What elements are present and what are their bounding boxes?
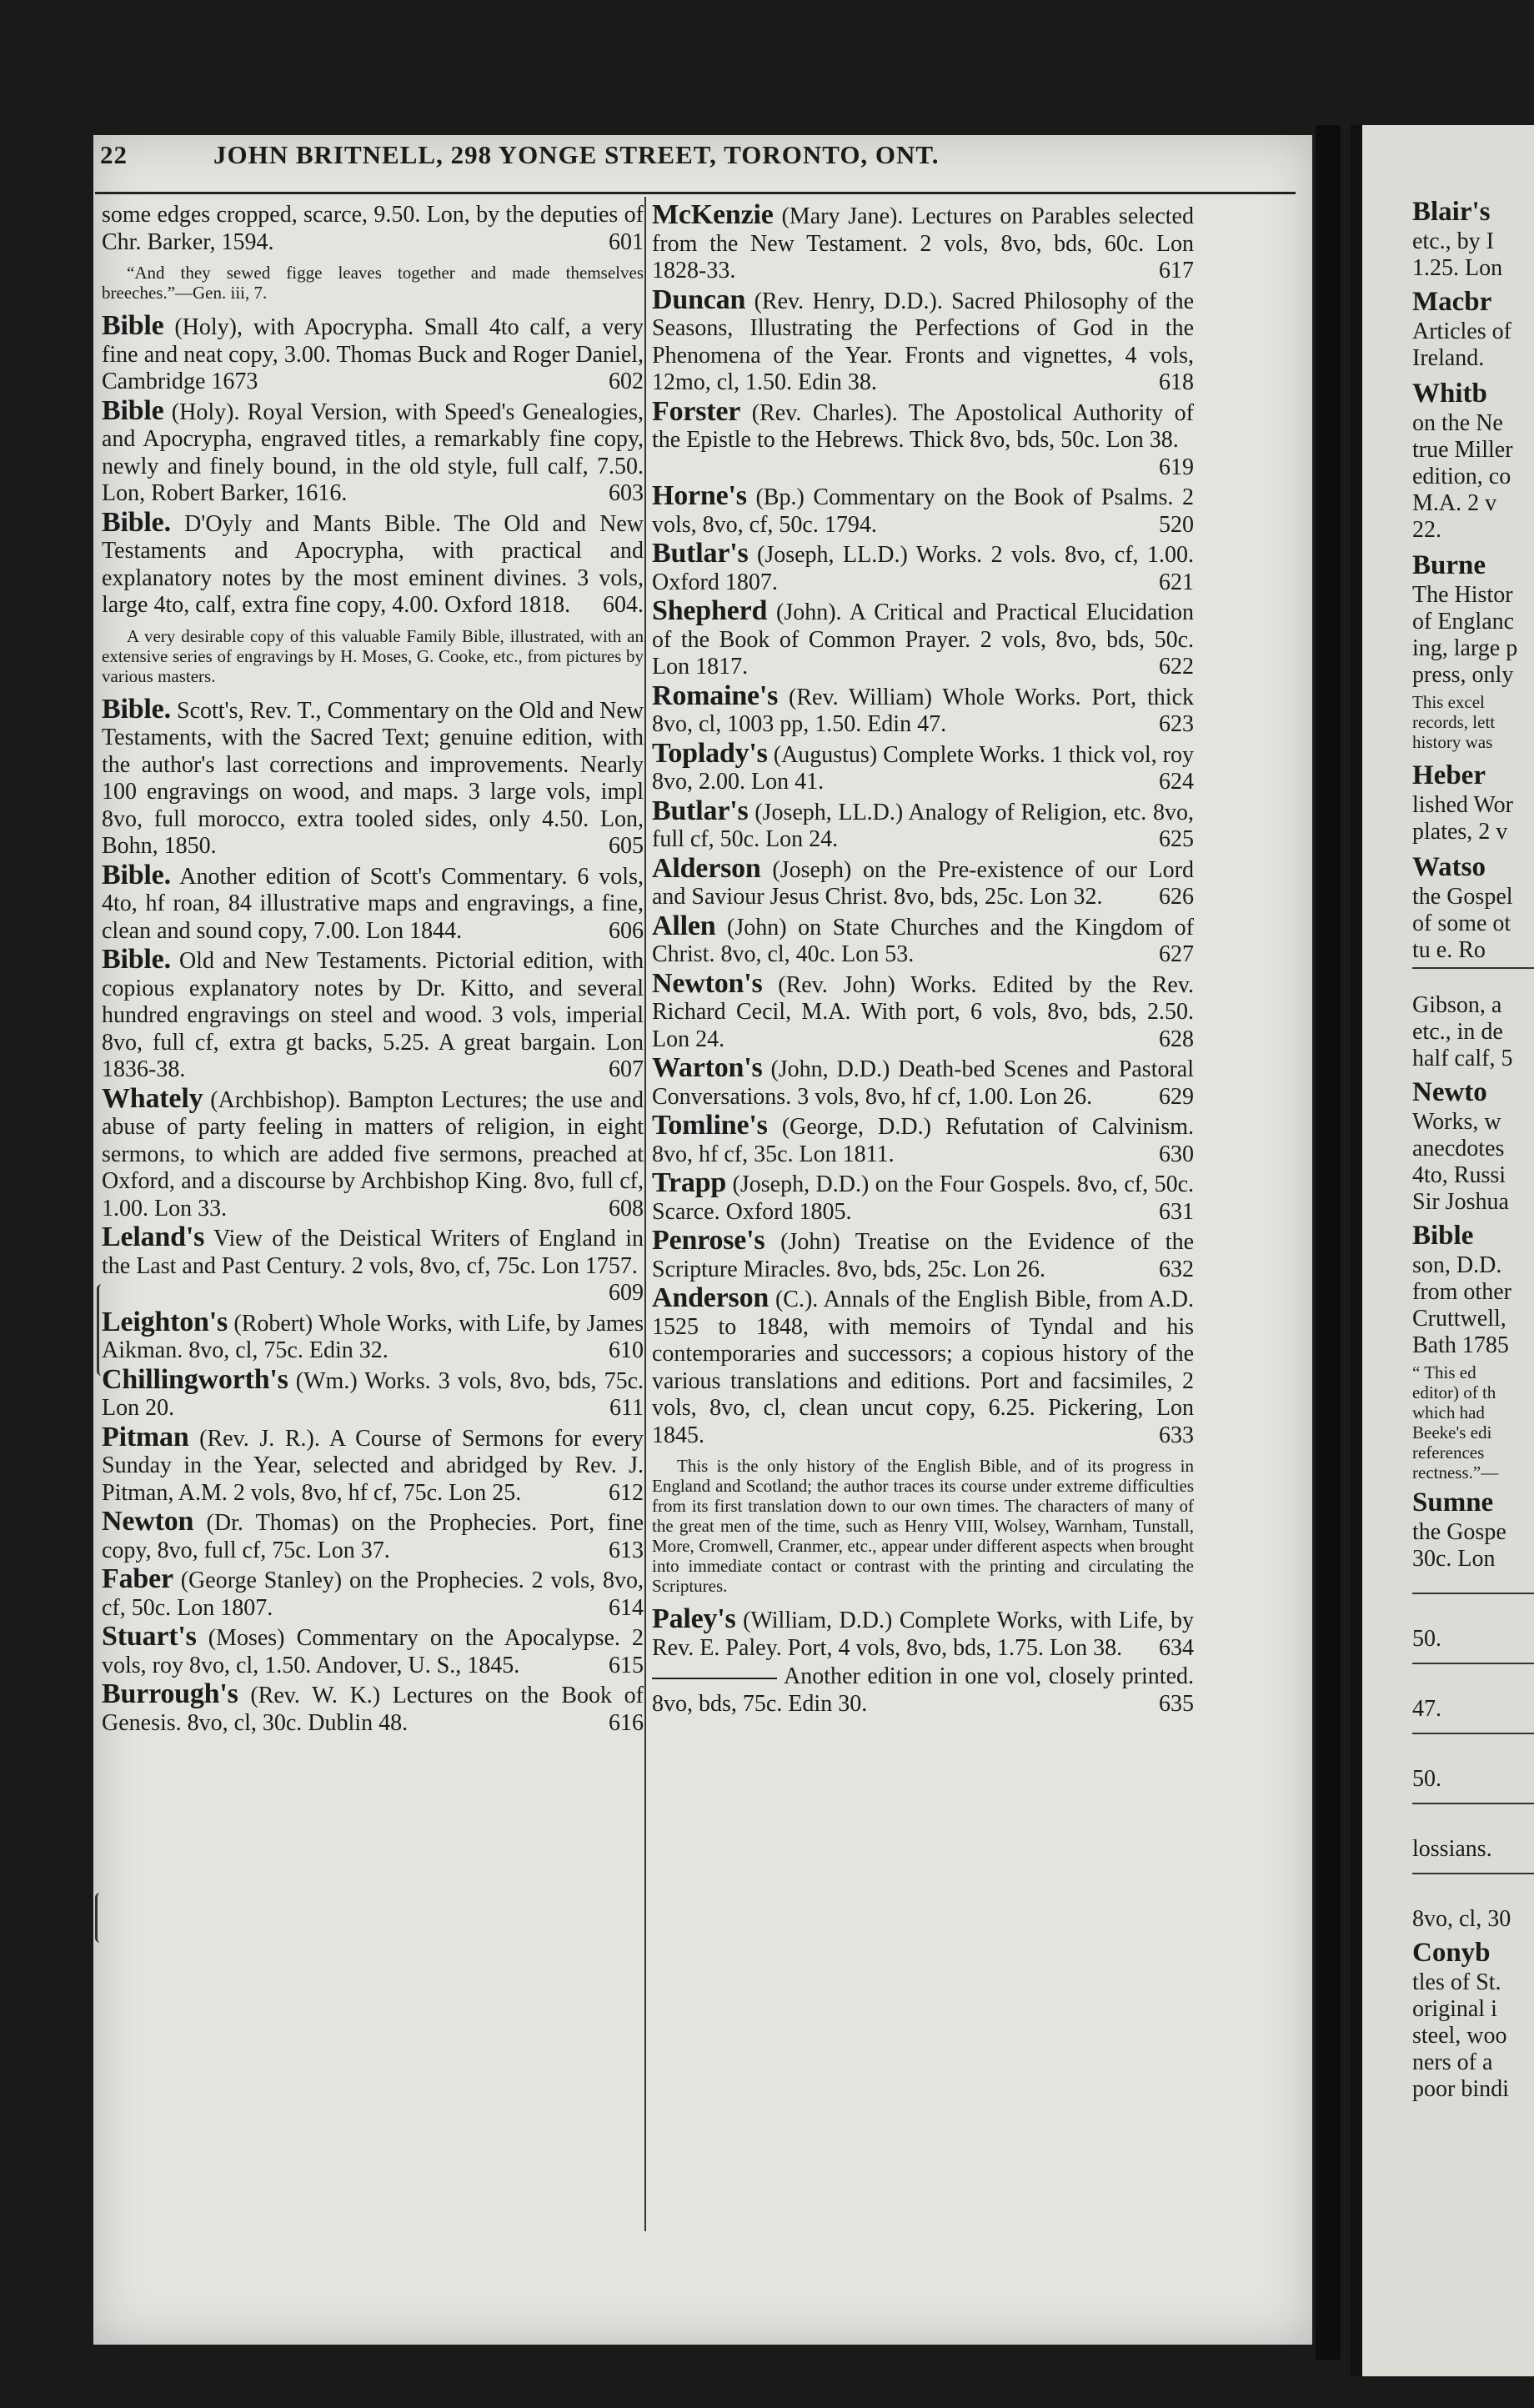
adjacent-page-text: 47.	[1412, 1696, 1441, 1722]
adjacent-page-text: which had	[1412, 1402, 1485, 1422]
adjacent-page-rule	[1412, 1803, 1534, 1804]
entry-author: Allen	[652, 910, 716, 941]
adjacent-page-rule	[1412, 1733, 1534, 1734]
entry-description: (John, D.D.) Death-bed Scenes and Pastoral Conversations. 3 vols, 8vo, hf cf, 1.00. Lon 26.	[652, 1056, 1195, 1110]
entry-author: Horne's	[652, 480, 747, 511]
entry-author: Faber	[102, 1563, 173, 1594]
entry-number: 625	[1159, 826, 1194, 852]
catalogue-entry	[652, 1227, 1194, 1283]
entry-author: Newton	[102, 1506, 194, 1537]
column-divider	[644, 197, 646, 2231]
catalogue-entry	[652, 967, 1195, 1054]
entry-description: (Rev. Charles). The Apostolical Authority of the Epistle to the Hebrews. Thick 8vo, bds, 50c. Lon 38.	[652, 399, 1194, 453]
adjacent-page-rule	[1412, 1663, 1534, 1664]
entry-description: some edges cropped, scarce, 9.50. Lon, by the deputies of Chr. Barker, 1594.	[102, 202, 644, 255]
adjacent-page-text: Macbr	[1412, 287, 1492, 317]
entry-number: 609	[609, 1280, 644, 1306]
adjacent-page-text: records, lett	[1412, 712, 1496, 732]
entry-number: 623	[1159, 711, 1194, 737]
header-rule	[95, 192, 1296, 194]
adjacent-page-text: original i	[1412, 1996, 1497, 2022]
entry-number: 606	[609, 917, 644, 944]
entry-author: Leighton's	[102, 1306, 228, 1337]
entry-description: (John) on State Churches and the Kingdom of Christ. 8vo, cl, 40c. Lon 53.	[652, 914, 1195, 967]
adjacent-page-text: Bible	[1412, 1221, 1474, 1251]
adjacent-page-text: anecdotes	[1412, 1136, 1505, 1161]
entry-description: (George, D.D.) Refutation of Calvinism. 8vo, hf cf, 35c. Lon 1811.	[652, 1114, 1195, 1167]
catalogue-entry	[652, 1112, 1194, 1168]
adjacent-page-text: Cruttwell,	[1412, 1306, 1506, 1332]
adjacent-page-text: 50.	[1412, 1626, 1441, 1652]
entry-author: Romaine's	[652, 680, 779, 711]
adjacent-page-rule	[1412, 1593, 1534, 1594]
entry-description: (Rev. Henry, D.D.). Sacred Philosophy of the Seasons, Illustrating the Perfections of God in the Phenomena of the Year. Fronts and vignettes, 4 vols, 12mo, cl, 1.50. Edin 38.	[652, 288, 1194, 395]
entry-number: 617	[1159, 258, 1194, 283]
catalogue-entry	[652, 680, 1195, 739]
entry-author: Stuart's	[102, 1621, 197, 1652]
entry-number: 608	[609, 1195, 644, 1222]
adjacent-page-text: Articles of	[1412, 319, 1511, 344]
entry-author: Whately	[102, 1082, 203, 1114]
entry-description: (John) Treatise on the Evidence of the Scripture Miracles. 8vo, bds, 25c. Lon 26.	[652, 1229, 1195, 1282]
entry-author: Duncan	[652, 283, 746, 315]
catalogue-entry	[652, 852, 1195, 911]
entry-number: 614	[609, 1594, 644, 1621]
adjacent-page-text: plates, 2 v	[1412, 819, 1508, 845]
entry-number: 602	[609, 369, 644, 394]
entry-description: (Rev. W. K.) Lectures on the Book of Genesis. 8vo, cl, 30c. Dublin 48.	[102, 1683, 644, 1736]
entry-description: (John). A Critical and Practical Elucidation of the Book of Common Prayer. 2 vols, 8vo, bds, 50c. Lon 1817.	[652, 599, 1194, 680]
catalogue-entry	[652, 1167, 1195, 1226]
entry-description: (Holy), with Apocrypha. Small 4to calf, a very fine and neat copy, 3.00. Thomas Buck and Roger Daniel, Cambridge 1673	[102, 314, 644, 394]
entry-description: (William, D.D.) Complete Works, with Life, by Rev. E. Paley. Port, 4 vols, 8vo, bds, 1.75. Lon 38.	[652, 1608, 1194, 1661]
entry-description: (Joseph, LL.D.) Works. 2 vols. 8vo, cf, 1.00. Oxford 1807.	[652, 542, 1195, 595]
catalogue-entry	[102, 1623, 644, 1679]
entry-author: Bible	[102, 310, 164, 341]
entry-description: Another edition of Scott's Commentary. 6 vols, 4to, hf roan, 84 illustrative maps and engravings, a fine, clean and sound copy, 7.00. Lon 1844.	[102, 863, 644, 944]
page-number: 22	[100, 140, 128, 169]
adjacent-page-text: true Miller	[1412, 437, 1513, 463]
page-gutter-shadow	[1316, 125, 1341, 2360]
entry-number: 630	[1159, 1141, 1194, 1167]
entry-number: 633	[1159, 1422, 1194, 1448]
catalogue-entry	[652, 910, 1195, 969]
catalogue-entry	[652, 540, 1194, 596]
entry-number: 628	[1159, 1026, 1194, 1052]
entry-description: (George Stanley) on the Prophecies. 2 vols, 8vo, cf, 50c. Lon 1807.	[102, 1568, 644, 1621]
entry-note: “And they sewed figge leaves together and made themselves breeches.”—Gen. iii, 7.	[102, 263, 644, 303]
adjacent-page-text: 8vo, cl, 30	[1412, 1906, 1511, 1932]
entry-description: (Archbishop). Bampton Lectures; the use and abuse of party feeling in matters of religion, in eight sermons, to which are added five sermons, preached at Oxford, and a discourse by Archbishop King. 8vo, full cf, 1.00. Lon 33.	[102, 1086, 644, 1222]
entry-author: McKenzie	[652, 199, 774, 230]
catalogue-entry	[652, 595, 1194, 681]
adjacent-page-edge	[1351, 125, 1534, 2376]
entry-author: Chillingworth's	[102, 1363, 288, 1395]
adjacent-page-text: lished Wor	[1412, 792, 1513, 818]
catalogue-entry	[652, 283, 1194, 397]
entry-description: (Wm.) Works. 3 vols, 8vo, bds, 75c. Lon 20.	[102, 1367, 644, 1421]
catalogue-entry	[102, 1563, 644, 1622]
adjacent-page-text: M.A. 2 v	[1412, 490, 1497, 516]
adjacent-page-text: Conyb	[1412, 1938, 1491, 1968]
entry-author: Trapp	[652, 1167, 727, 1198]
entry-author: Warton's	[652, 1052, 763, 1083]
adjacent-page-text: Ireland.	[1412, 345, 1485, 371]
entry-author: Shepherd	[652, 595, 768, 626]
adjacent-page-text: of Englanc	[1412, 609, 1515, 635]
adjacent-page-rule	[1412, 1873, 1534, 1874]
entry-description: (Augustus) Complete Works. 1 thick vol, roy 8vo, 2.00. Lon 41.	[652, 741, 1195, 795]
adjacent-page-gutter	[1351, 125, 1362, 2376]
entry-number: 631	[1159, 1198, 1194, 1225]
entry-number: 603	[609, 480, 644, 506]
entry-number: 634	[1159, 1634, 1194, 1661]
adjacent-page-text: Beeke's edi	[1412, 1422, 1492, 1442]
entry-description: (Joseph, D.D.) on the Four Gospels. 8vo, cf, 50c. Scarce. Oxford 1805.	[652, 1171, 1195, 1225]
catalogue-entry	[102, 310, 644, 396]
catalogue-entry	[102, 1082, 644, 1223]
adjacent-page-text: the Gospel	[1412, 884, 1513, 910]
adjacent-page-text: Sir Joshua	[1412, 1189, 1509, 1215]
entry-description: (Mary Jane). Lectures on Parables selected from the New Testament. 2 vols, 8vo, bds, 60c. Lon 1828-33.	[652, 203, 1194, 283]
adjacent-page-text: 30c. Lon	[1412, 1546, 1496, 1572]
entry-description: (Rev. J. R.). A Course of Sermons for every Sunday in the Year, selected and abridged by Rev. J. Pitman, A.M. 2 vols, 8vo, hf cf, 75c. Lon 25.	[102, 1425, 644, 1506]
adjacent-page-text: 4to, Russi	[1412, 1162, 1506, 1188]
entry-author: Anderson	[652, 1282, 770, 1313]
entry-description: (Robert) Whole Works, with Life, by James Aikman. 8vo, cl, 75c. Edin 32.	[102, 1310, 644, 1363]
catalogue-entry	[102, 1678, 644, 1737]
running-head-title: JOHN BRITNELL, 298 YONGE STREET, TORONTO, ONT.	[213, 140, 940, 169]
adjacent-page-text: history was	[1412, 732, 1493, 752]
entry-description: D'Oyly and Mants Bible. The Old and New Testaments and Apocrypha, with practical and explanatory notes by the most eminent divines. 3 vols, large 4to, calf, extra fine copy, 4.00. Oxford 1818.	[102, 510, 644, 618]
entry-number: 611	[609, 1395, 644, 1421]
catalogue-entry	[652, 1052, 1195, 1111]
margin-pencil-mark	[97, 1284, 104, 1376]
catalogue-entry	[102, 859, 644, 946]
entry-author: Bible	[102, 394, 164, 426]
catalogue-entry	[652, 1663, 1194, 1718]
adjacent-page-text: etc., in de	[1412, 1019, 1503, 1045]
adjacent-page-text: son, D.D.	[1412, 1252, 1502, 1278]
catalogue-entry	[102, 202, 644, 256]
adjacent-page-text: Burne	[1412, 550, 1486, 580]
entry-author: Leland's	[102, 1222, 205, 1252]
adjacent-page-text: ing, large p	[1412, 635, 1518, 661]
adjacent-page-text: lossians.	[1412, 1836, 1492, 1862]
entry-number: 613	[609, 1537, 644, 1563]
catalogue-entry	[652, 1282, 1194, 1449]
entry-number: 601	[609, 228, 644, 255]
entry-number: 624	[1159, 769, 1194, 795]
adjacent-page-text: This excel	[1412, 692, 1485, 712]
entry-number: 629	[1159, 1083, 1194, 1110]
entry-description: View of the Deistical Writers of England in the Last and Past Century. 2 vols, 8vo, cf, 75c. Lon 1757.	[102, 1226, 644, 1279]
right-column	[652, 199, 1195, 1719]
catalogue-entry	[652, 1603, 1194, 1662]
adjacent-page-text: “ This ed	[1412, 1362, 1476, 1382]
entry-author: Toplady's	[652, 737, 768, 769]
adjacent-page-text: edition, co	[1412, 464, 1511, 489]
entry-number: 604.	[603, 592, 644, 618]
adjacent-page-text: tles of St.	[1412, 1969, 1501, 1995]
entry-description: (Holy). Royal Version, with Speed's Genealogies, and Apocrypha, engraved titles, a remarkably fine copy, newly and finely bound, in the old style, full calf, 7.50. Lon, Robert Barker, 1616.	[102, 399, 644, 506]
entry-note: A very desirable copy of this valuable Family Bible, illustrated, with an extensive series of engravings by H. Moses, G. Cooke, etc., from pictures by various masters.	[102, 625, 644, 686]
adjacent-page-text: steel, woo	[1412, 2023, 1507, 2049]
entry-author: Bible.	[102, 693, 171, 725]
adjacent-page-text: Works, w	[1412, 1109, 1501, 1135]
catalogue-entry	[652, 737, 1195, 796]
entry-description: Old and New Testaments. Pictorial edition, with copious explanatory notes by Dr. Kitto, and several hundred engravings on steel and wood. 3 vols, imperial 8vo, full cf, extra gt backs, 5.25. A great bargain. Lon 1836-38.	[102, 948, 644, 1082]
adjacent-page-text: Newto	[1412, 1077, 1487, 1107]
entry-number: 615	[609, 1652, 644, 1678]
entry-description: (Rev. John) Works. Edited by the Rev. Richard Cecil, M.A. With port, 6 vols, 8vo, bds, 2.50. Lon 24.	[652, 971, 1195, 1052]
adjacent-page-text: Watso	[1412, 852, 1486, 882]
entry-number: 607	[609, 1056, 644, 1082]
entry-description: Another edition in one vol, closely printed. 8vo, bds, 75c. Edin 30.	[652, 1663, 1194, 1717]
adjacent-page-text: tu e. Ro	[1412, 937, 1486, 963]
entry-number: 635	[1159, 1690, 1194, 1717]
entry-author: Bible.	[102, 859, 171, 890]
left-column	[102, 202, 644, 1738]
entry-description: (Joseph) on the Pre-existence of our Lord and Saviour Jesus Christ. 8vo, bds, 25c. Lon 32.	[652, 856, 1195, 910]
entry-number: 621	[1159, 569, 1194, 595]
adjacent-page-text: Gibson, a	[1412, 992, 1502, 1018]
entry-number: 616	[609, 1709, 644, 1736]
entry-author: Forster	[652, 395, 741, 427]
entry-number: 605	[609, 833, 644, 859]
entry-number: 632	[1159, 1256, 1194, 1282]
entry-note: This is the only history of the English Bible, and of its progress in England and Scotland; the author traces its course under extreme difficulties from its first translation down to our own times. The characters of many of the great men of the time, such as Henry VIII, Wolsey, Warnham, Tunstall, More, Cromwell, Cranmer, etc., appear under different aspects when brought into immediate contact or contrast with the printing and circulating the Scriptures.	[652, 1456, 1194, 1596]
ditto-dash	[652, 1678, 777, 1679]
adjacent-page-text: on the Ne	[1412, 410, 1503, 436]
catalogue-entry	[102, 1224, 644, 1307]
entry-description: Scott's, Rev. T., Commentary on the Old and New Testaments, with the Sacred Text; genuine edition, with the author's last corrections and improvements. Nearly 100 engravings on wood, and maps. 3 large vols, impl 8vo, full morocco, extra tooled sides, only 4.50. Lon, Bohn, 1850.	[102, 697, 644, 859]
entry-author: Penrose's	[652, 1225, 765, 1256]
entry-description: (Rev. William) Whole Works. Port, thick 8vo, cl, 1003 pp, 1.50. Edin 47.	[652, 684, 1195, 737]
margin-pencil-mark	[95, 1893, 103, 1943]
entry-author: Tomline's	[652, 1110, 768, 1141]
adjacent-page-text: the Gospe	[1412, 1519, 1506, 1545]
entry-description: (C.). Annals of the English Bible, from A.D. 1525 to 1848, with memoirs of Tyndal and his contemporaries and successors; a copious history of the various translations and editions. Port and facsimiles, 2 vols, 8vo, cl, clean uncut copy, 6.25. Pickering, Lon 1845.	[652, 1287, 1194, 1448]
entry-number: 619	[1159, 454, 1194, 480]
entry-number: 622	[1159, 654, 1194, 680]
adjacent-page-text: Blair's	[1412, 197, 1491, 227]
entry-description: (Joseph, LL.D.) Analogy of Religion, etc. 8vo, full cf, 50c. Lon 24.	[652, 799, 1194, 852]
entry-number: 626	[1159, 884, 1194, 910]
adjacent-page-text: Heber	[1412, 760, 1486, 790]
entry-description: (Dr. Thomas) on the Prophecies. Port, fine copy, 8vo, full cf, 75c. Lon 37.	[102, 1510, 644, 1563]
catalogue-entry	[102, 1363, 644, 1422]
catalogue-entry	[102, 506, 644, 620]
catalogue-entry	[652, 395, 1194, 482]
entry-description: (Bp.) Commentary on the Book of Psalms. 2 vols, 8vo, cf, 50c. 1794.	[652, 484, 1195, 538]
entry-author: Butlar's	[652, 538, 749, 569]
adjacent-page-text: references	[1412, 1442, 1485, 1462]
catalogue-entry	[652, 480, 1195, 539]
entry-number: 612	[609, 1479, 644, 1506]
entry-author: Bible.	[102, 944, 171, 975]
adjacent-page-text: etc., by I	[1412, 228, 1494, 254]
adjacent-page-text: 22.	[1412, 517, 1441, 543]
catalogue-entry	[652, 199, 1194, 285]
catalogue-entry	[102, 1508, 644, 1564]
adjacent-page-text: poor bindi	[1412, 2076, 1509, 2102]
catalogue-entry	[102, 1306, 644, 1365]
entry-number: 520	[1159, 511, 1194, 538]
catalogue-entry	[652, 795, 1194, 854]
catalogue-entry	[102, 946, 644, 1084]
entry-number: 610	[609, 1337, 644, 1363]
catalogue-entry	[102, 394, 644, 508]
entry-author: Burrough's	[102, 1678, 238, 1709]
adjacent-page-text: 50.	[1412, 1766, 1441, 1792]
adjacent-page-text: Sumne	[1412, 1487, 1494, 1518]
adjacent-page-text: 1.25. Lon	[1412, 255, 1503, 281]
adjacent-page-text: rectness.”—	[1412, 1462, 1499, 1482]
entry-author: Butlar's	[652, 795, 749, 826]
entry-author: Bible.	[102, 506, 171, 538]
catalogue-entry	[102, 693, 644, 860]
entry-description: (Moses) Commentary on the Apocalypse. 2 vols, roy 8vo, cl, 1.50. Andover, U. S., 1845.	[102, 1625, 644, 1678]
adjacent-page-text: press, only	[1412, 662, 1514, 688]
adjacent-page-rule	[1412, 967, 1534, 969]
adjacent-page-text: Bath 1785	[1412, 1332, 1509, 1358]
entry-number: 627	[1159, 941, 1194, 967]
adjacent-page-text: The Histor	[1412, 582, 1513, 608]
entry-author: Pitman	[102, 1421, 189, 1452]
running-head	[100, 140, 1150, 182]
adjacent-page-text: from other	[1412, 1279, 1511, 1305]
adjacent-page-text: ners of a	[1412, 2049, 1493, 2075]
adjacent-page-text: Whitb	[1412, 379, 1487, 409]
entry-author: Alderson	[652, 852, 761, 884]
entry-author: Newton's	[652, 967, 763, 999]
adjacent-page-text: half calf, 5	[1412, 1046, 1513, 1071]
catalogue-entry	[102, 1421, 644, 1508]
adjacent-page-text: of some ot	[1412, 911, 1511, 936]
entry-number: 618	[1159, 369, 1194, 395]
adjacent-page-text: editor) of th	[1412, 1382, 1496, 1402]
entry-author: Paley's	[652, 1603, 736, 1634]
